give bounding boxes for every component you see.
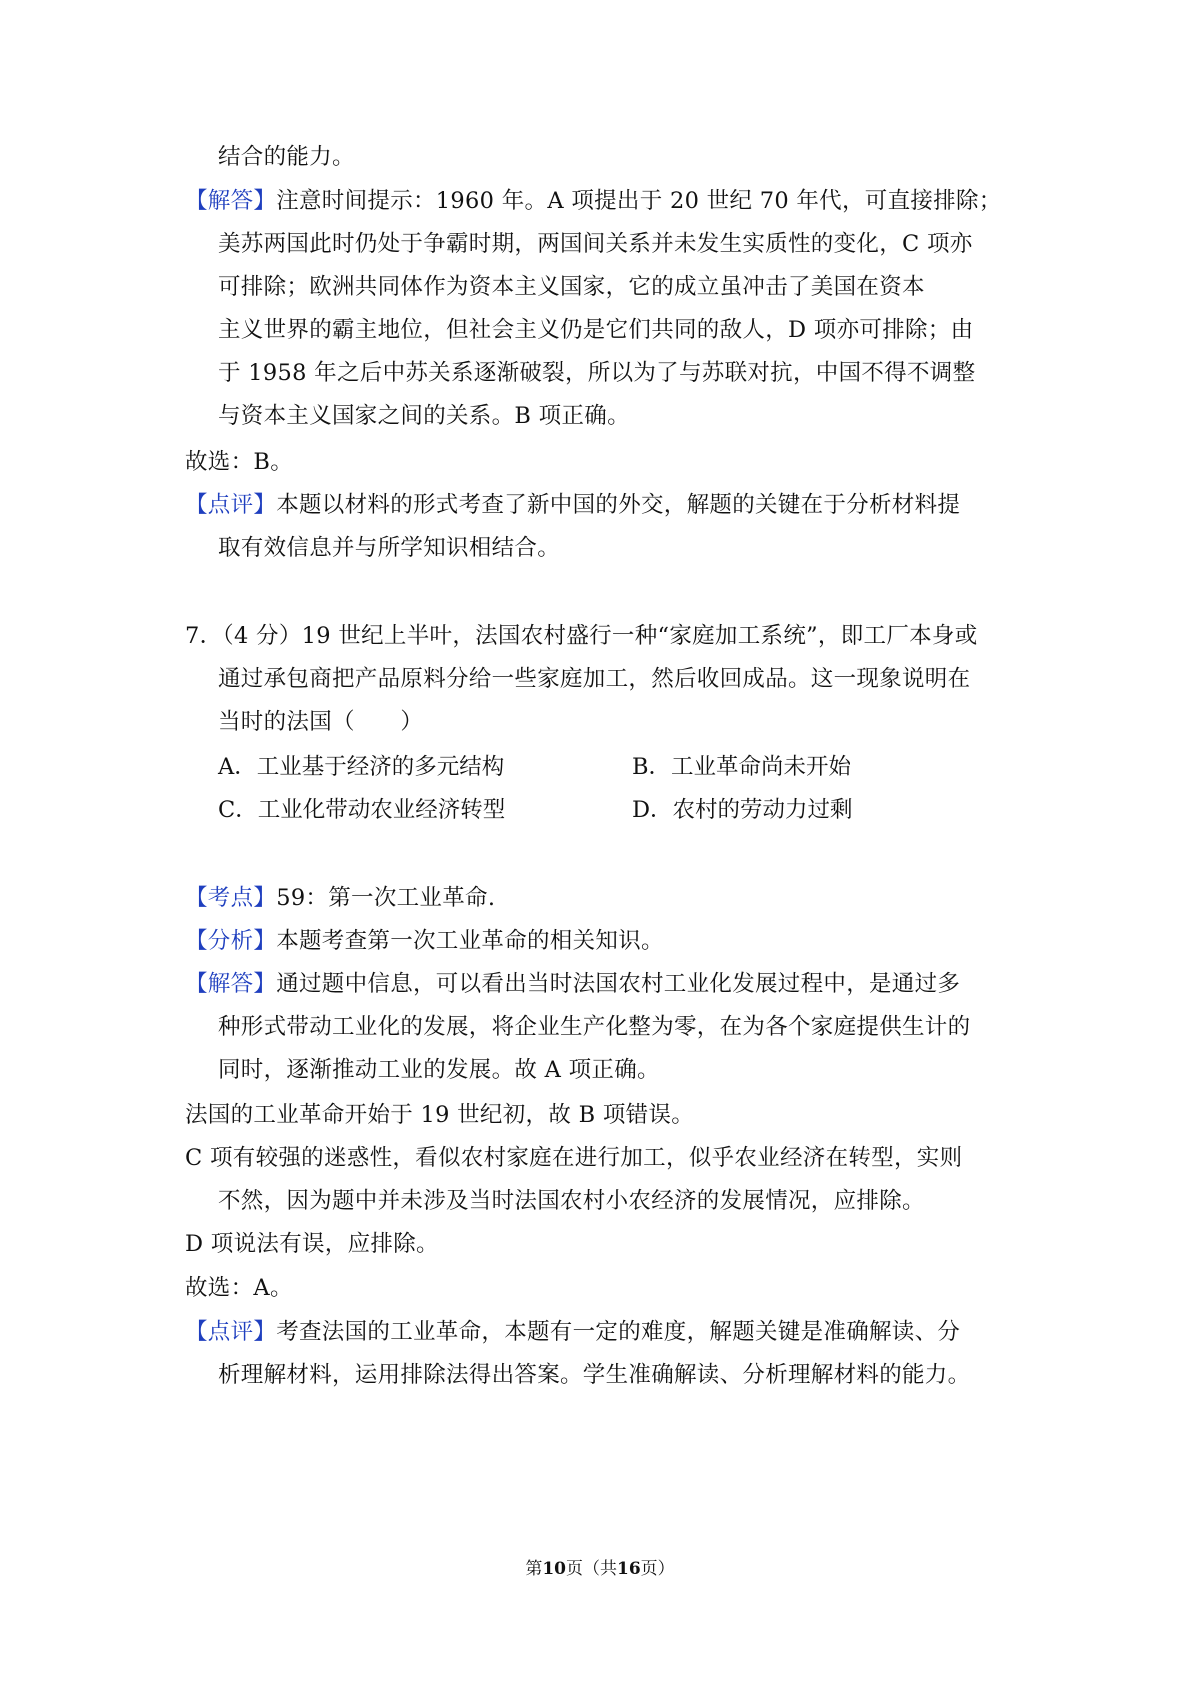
kaodian-tag: 【考点】 [185, 885, 277, 911]
q6-answer-line5: 于 1958 年之后中苏关系逐渐破裂，所以为了与苏联对抗，中国不得不调整 [218, 360, 976, 386]
q6-answer-line6: 与资本主义国家之间的关系。B 项正确。 [218, 403, 630, 429]
q6-answer-line3: 可排除；欧洲共同体作为资本主义国家，它的成立虽冲击了美国在资本 [218, 274, 925, 300]
q7-option-b: B．工业革命尚未开始 [632, 754, 852, 780]
page-number: 10 [542, 1559, 566, 1579]
q7-answer-line2: 种形式带动工业化的发展，将企业生产化整为零，在为各个家庭提供生计的 [218, 1014, 971, 1040]
q7-stem-line1: 7．（4 分）19 世纪上半叶，法国农村盛行一种“家庭加工系统”，即工厂本身或 [185, 623, 978, 649]
page-footer: 第10页（共16页） [525, 1559, 675, 1579]
q7-kaodian: 【考点】59：第一次工业革命. [185, 885, 496, 911]
q6-answer-line2: 美苏两国此时仍处于争霸时期，两国间关系并未发生实质性的变化，C 项亦 [218, 231, 973, 257]
q6-comment-line2: 取有效信息并与所学知识相结合。 [218, 535, 561, 561]
q6-comment-line1: 【点评】本题以材料的形式考查了新中国的外交，解题的关键在于分析材料提 [185, 492, 961, 518]
q7-explain-c-line1: C 项有较强的迷惑性，看似农村家庭在进行加工，似乎农业经济在转型，实则 [185, 1145, 963, 1171]
comment-tag: 【点评】 [185, 492, 277, 518]
fenxi-tag: 【分析】 [185, 928, 277, 954]
q7-explain-b: 法国的工业革命开始于 19 世纪初，故 B 项错误。 [185, 1102, 695, 1128]
answer-tag: 【解答】 [185, 188, 277, 214]
q7-option-d: D．农村的劳动力过剩 [632, 797, 853, 823]
q7-answer-line3: 同时，逐渐推动工业的发展。故 A 项正确。 [218, 1057, 660, 1083]
q6-line0: 结合的能力。 [218, 144, 355, 170]
q7-comment-line1: 【点评】考查法国的工业革命，本题有一定的难度，解题关键是准确解读、分 [185, 1319, 961, 1345]
q7-explain-d: D 项说法有误，应排除。 [185, 1231, 439, 1257]
q7-option-c: C．工业化带动农业经济转型 [218, 797, 506, 823]
comment-tag: 【点评】 [185, 1319, 277, 1345]
q7-explain-c-line2: 不然，因为题中并未涉及当时法国农村小农经济的发展情况，应排除。 [218, 1188, 925, 1214]
q7-stem-line3: 当时的法国（ ） [218, 709, 424, 735]
q6-answer-line1: 【解答】注意时间提示：1960 年。A 项提出于 20 世纪 70 年代，可直接排除； [185, 188, 1002, 214]
q6-answer-line4: 主义世界的霸主地位，但社会主义仍是它们共同的敌人，D 项亦可排除；由 [218, 317, 974, 343]
page-total: 16 [617, 1559, 641, 1579]
answer-tag: 【解答】 [185, 971, 277, 997]
q7-option-a: A．工业基于经济的多元结构 [218, 754, 505, 780]
q7-comment-line2: 析理解材料，运用排除法得出答案。学生准确解读、分析理解材料的能力。 [218, 1362, 971, 1388]
q7-stem-line2: 通过承包商把产品原料分给一些家庭加工，然后收回成品。这一现象说明在 [218, 666, 971, 692]
q6-choice: 故选：B。 [185, 449, 294, 475]
q7-choice: 故选：A。 [185, 1275, 293, 1301]
q7-answer-line1: 【解答】通过题中信息，可以看出当时法国农村工业化发展过程中，是通过多 [185, 971, 961, 997]
q7-fenxi: 【分析】本题考查第一次工业革命的相关知识。 [185, 928, 664, 954]
